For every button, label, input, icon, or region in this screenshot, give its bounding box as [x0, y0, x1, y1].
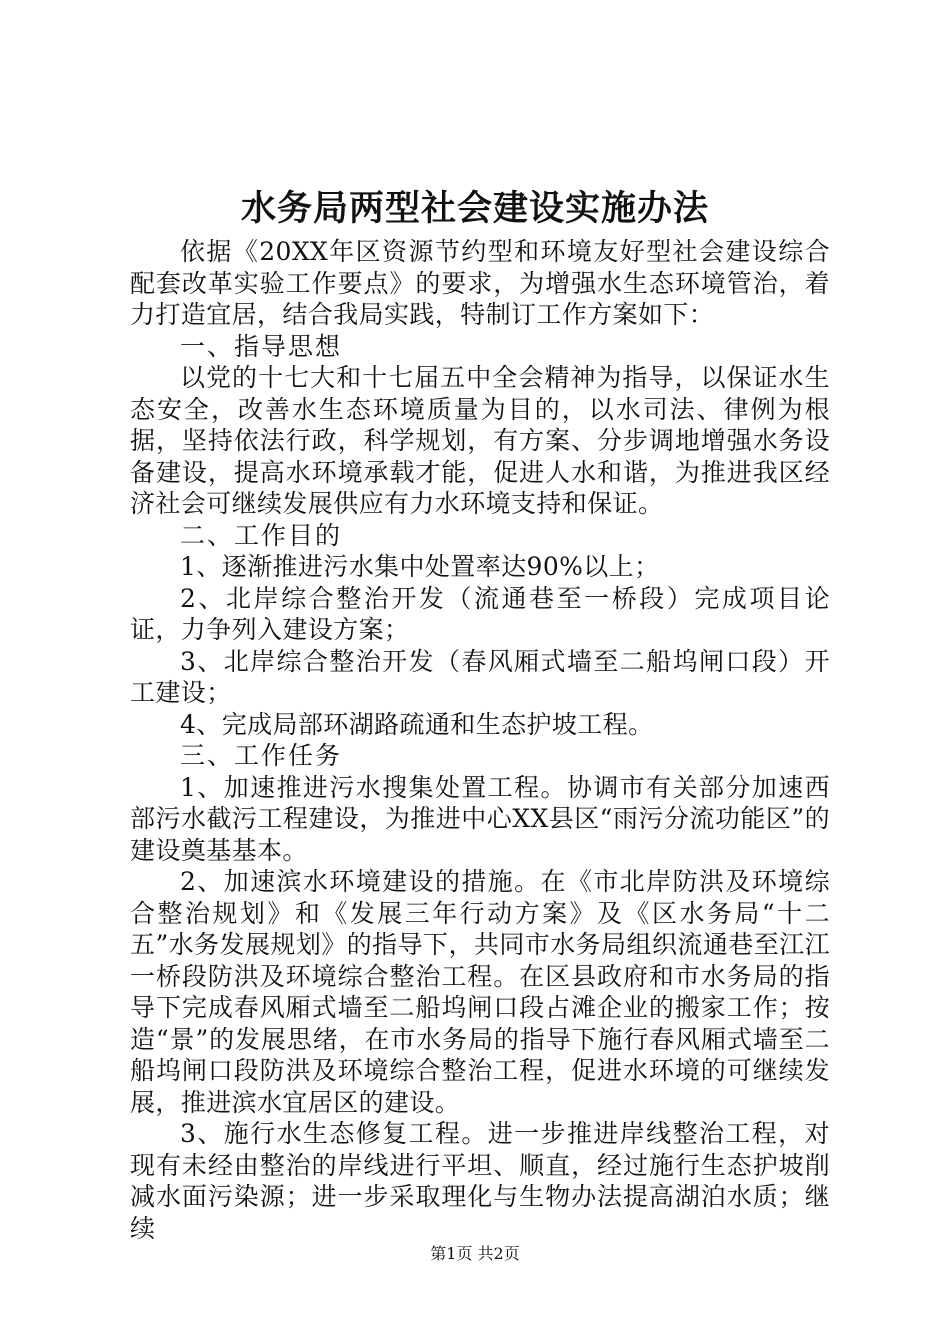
document-body [130, 236, 830, 1244]
section-heading-work-goals: 二、工作目的 [180, 520, 343, 550]
goal-item-4: 4、完成局部环湖路疏通和生态护坡工程。 [180, 709, 654, 739]
goal-item-2: 2、北岸综合整治开发（流通巷至一桥段）完成项目论证，力争列入建设方案； [130, 583, 830, 644]
document-title: 水务局两型社会建设实施办法 [240, 188, 709, 229]
guiding-thought-paragraph: 以党的十七大和十七届五中全会精神为指导，以保证水生态安全，改善水生态环境质量为目的，以水司法、律例为根据，坚持依法行政，科学规划，有方案、分步调地增强水务设备建设，提高水环境承载才能，促进人水和谐，为推进我区经济社会可继续发展供应有力水环境支持和保证。 [130, 363, 830, 518]
section-heading-guiding-thought: 一、指导思想 [180, 331, 343, 361]
goal-item-1: 1、逐渐推进污水集中处置率达90%以上； [180, 552, 660, 581]
intro-paragraph: 依据《20XX年区资源节约型和环境友好型社会建设综合配套改革实验工作要点》的要求，为增强水生态环境管治，着力打造宜居，结合我局实践，特制订工作方案如下： [130, 237, 830, 329]
goal-item-3: 3、北岸综合整治开发（春风厢式墙至二船坞闸口段）开工建设； [130, 646, 830, 707]
task-item-3: 3、施行水生态修复工程。进一步推进岸线整治工程，对现有未经由整治的岸线进行平坦、顺直，经过施行生态护坡削减水面污染源；进一步采取理化与生物办法提高湖泊水质；继续 [130, 1119, 830, 1243]
task-item-2: 2、加速滨水环境建设的措施。在《市北岸防洪及环境综合整治规划》和《发展三年行动方案》及《区水务局“十二五”水务发展规划》的指导下，共同市水务局组织流通巷至江江一桥段防洪及环境综合整治工程。在区县政府和市水务局的指导下完成春风厢式墙至二船坞闸口段占滩企业的搬家工作；按造“景”的发展思绪，在市水务局的指导下施行春风厢式墙至二船坞闸口段防洪及环境综合整治工程，促进水环境的可继续发展，推进滨水宜居区的建设。 [130, 867, 830, 1117]
section-heading-work-tasks: 三、工作任务 [180, 741, 343, 770]
task-item-1: 1、加速推进污水搜集处置工程。协调市有关部分加速西部污水截污工程建设，为推进中心XX县区“雨污分流功能区”的建设奠基基本。 [130, 772, 830, 865]
page-footer: 第1页 共2页 [430, 1244, 520, 1263]
